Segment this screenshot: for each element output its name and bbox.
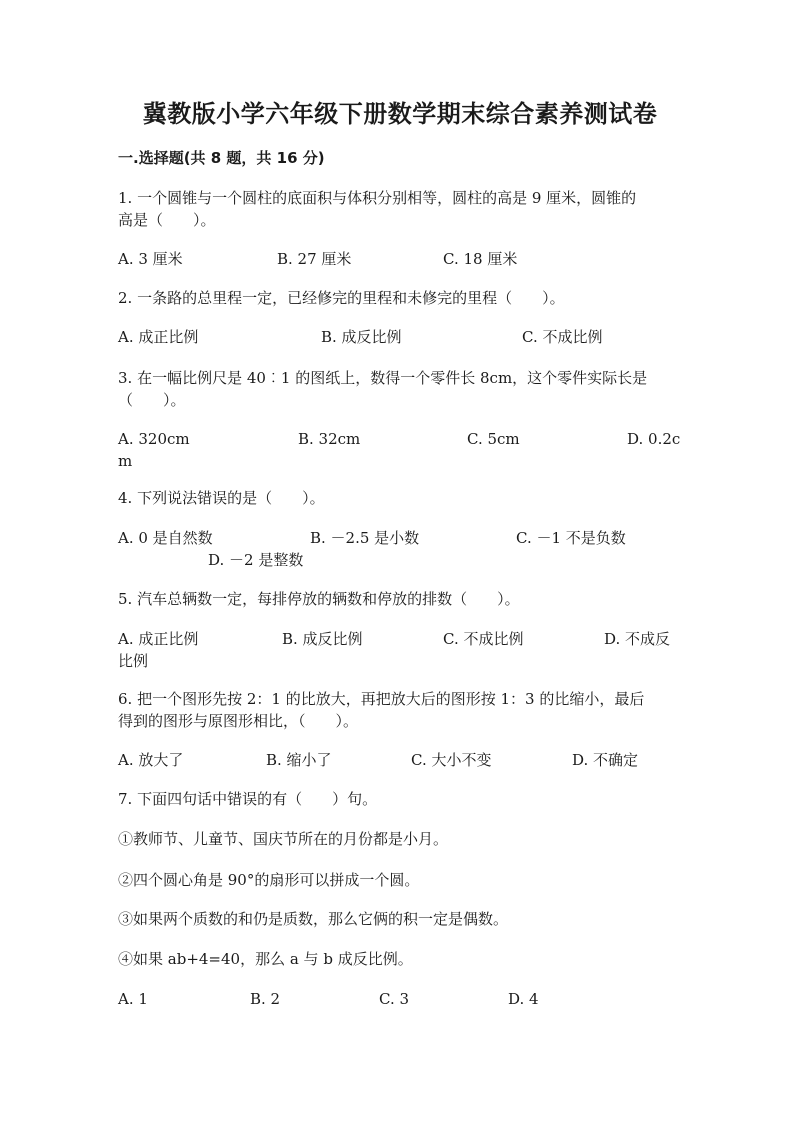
question-5-option-b: B. 成反比例 bbox=[282, 630, 363, 648]
question-7-statement-2: ②四个圆心角是 90°的扇形可以拼成一个圆。 bbox=[118, 871, 420, 889]
question-2-option-c: C. 不成比例 bbox=[522, 328, 603, 346]
question-5-text-line-1: 5. 汽车总辆数一定，每排停放的辆数和停放的排数（ ）。 bbox=[118, 590, 520, 608]
question-3-text-line-1: 3. 在一幅比例尺是 40︰1 的图纸上，数得一个零件长 8cm，这个零件实际长是 bbox=[118, 369, 648, 387]
question-2-text-line-1: 2. 一条路的总里程一定，已经修完的里程和未修完的里程（ ）。 bbox=[118, 289, 565, 307]
question-1-option-b: B. 27 厘米 bbox=[277, 250, 352, 268]
question-6-option-b: B. 缩小了 bbox=[266, 751, 332, 769]
question-7-option-d: D. 4 bbox=[508, 990, 539, 1008]
question-3-option-c: C. 5cm bbox=[467, 430, 520, 448]
question-7-statement-4: ④如果 ab+4=40，那么 a 与 b 成反比例。 bbox=[118, 950, 413, 968]
question-4-option-b: B. －2.5 是小数 bbox=[310, 529, 420, 547]
question-3-option-d: D. 0.2c bbox=[627, 430, 681, 448]
question-7-text-line-1: 7. 下面四句话中错误的有（ ）句。 bbox=[118, 790, 378, 808]
question-6-option-a: A. 放大了 bbox=[118, 751, 184, 769]
question-1-text-line-1: 1. 一个圆锥与一个圆柱的底面积与体积分别相等，圆柱的高是 9 厘米，圆锥的 bbox=[118, 189, 637, 207]
question-7-statement-3: ③如果两个质数的和仍是质数，那么它俩的积一定是偶数。 bbox=[118, 910, 509, 928]
question-2-option-b: B. 成反比例 bbox=[321, 328, 402, 346]
question-5-option-d-wrap: 比例 bbox=[118, 652, 149, 670]
question-7-option-a: A. 1 bbox=[118, 990, 148, 1008]
question-6-text-line-2: 得到的图形与原图形相比，（ ）。 bbox=[118, 712, 359, 730]
question-1-option-c: C. 18 厘米 bbox=[443, 250, 518, 268]
question-4-option-c: C. －1 不是负数 bbox=[516, 529, 626, 547]
question-5-option-d: D. 不成反 bbox=[604, 630, 671, 648]
question-1-text-line-2: 高是（ ）。 bbox=[118, 211, 216, 229]
question-4-option-d: D. －2 是整数 bbox=[208, 551, 304, 569]
question-3-option-b: B. 32cm bbox=[298, 430, 361, 448]
exam-title: 冀教版小学六年级下册数学期末综合素养测试卷 bbox=[142, 100, 658, 128]
question-5-option-c: C. 不成比例 bbox=[443, 630, 524, 648]
question-4-option-a: A. 0 是自然数 bbox=[118, 529, 213, 547]
question-3-text-line-2: （ ）。 bbox=[118, 391, 186, 409]
question-6-option-c: C. 大小不变 bbox=[411, 751, 492, 769]
question-7-statement-1: ①教师节、儿童节、国庆节所在的月份都是小月。 bbox=[118, 830, 449, 848]
question-4-text-line-1: 4. 下列说法错误的是（ ）。 bbox=[118, 489, 325, 507]
question-6-option-d: D. 不确定 bbox=[572, 751, 639, 769]
question-3-option-a: A. 320cm bbox=[118, 430, 190, 448]
question-7-option-c: C. 3 bbox=[379, 990, 410, 1008]
question-1-option-a: A. 3 厘米 bbox=[118, 250, 183, 268]
section-heading: 一.选择题(共 8 题，共 16 分) bbox=[118, 149, 325, 167]
question-6-text-line-1: 6. 把一个图形先按 2：1 的比放大，再把放大后的图形按 1：3 的比缩小，最后 bbox=[118, 690, 645, 708]
question-3-option-d-wrap: m bbox=[118, 452, 133, 470]
question-2-option-a: A. 成正比例 bbox=[118, 328, 199, 346]
question-5-option-a: A. 成正比例 bbox=[118, 630, 199, 648]
question-7-option-b: B. 2 bbox=[250, 990, 281, 1008]
